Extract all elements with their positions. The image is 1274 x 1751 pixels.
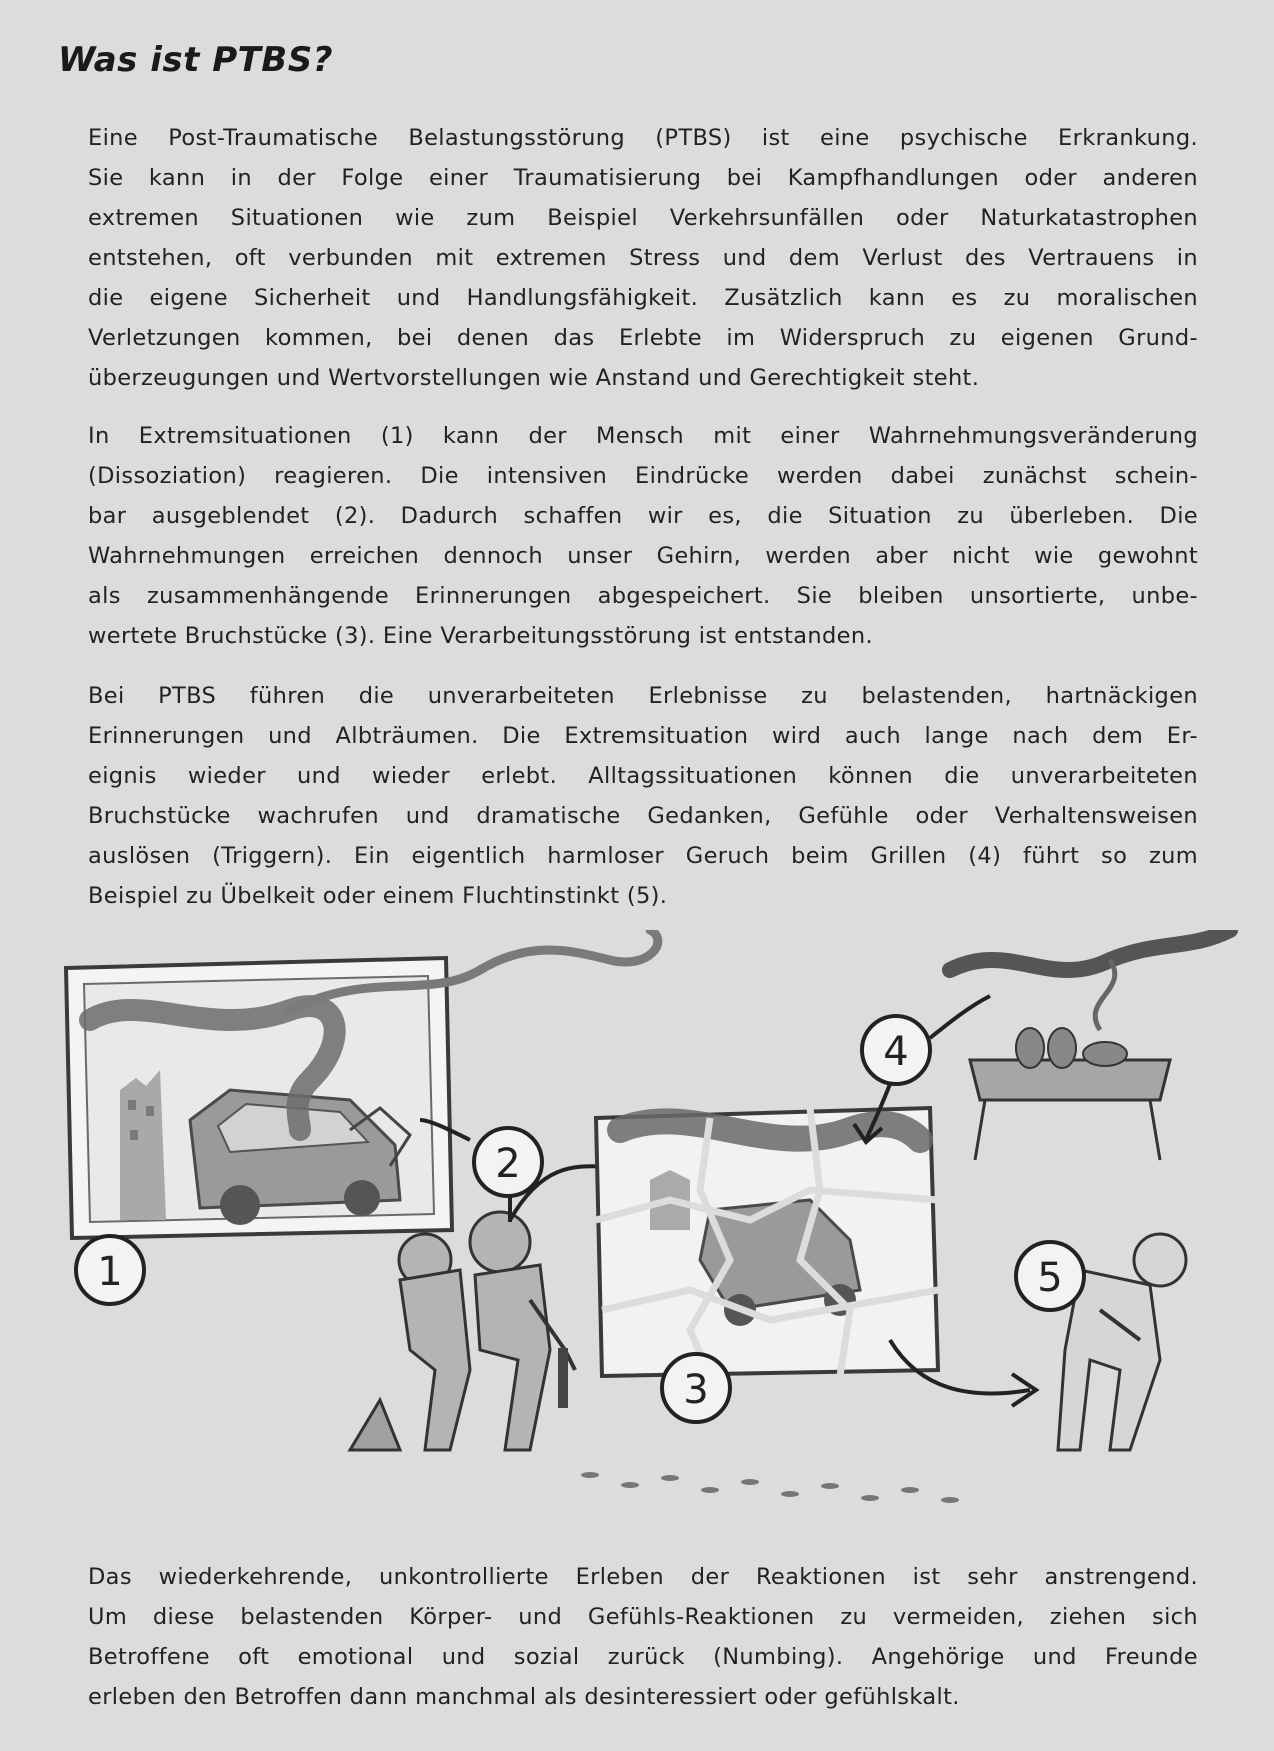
text-line: eignis wieder und wieder erlebt. Alltagssituationen können die unverarbeiteten <box>88 763 1198 789</box>
grill <box>950 930 1230 1160</box>
ptbs-illustration <box>50 930 1240 1520</box>
text-line: Beispiel zu Übelkeit oder einem Fluchtinstinkt (5). <box>88 883 668 909</box>
text-line: Um diese belastenden Körper- und Gefühls-Reaktionen zu vermeiden, ziehen sich <box>88 1604 1198 1630</box>
text-line: erleben den Betroffen dann manchmal als desinteressiert oder gefühlskalt. <box>88 1684 960 1710</box>
text-line: extremen Situationen wie zum Beispiel Verkehrsunfällen oder Naturkatastrophen <box>88 205 1198 231</box>
paragraph-ptbs-definition <box>88 118 1198 398</box>
paragraph-triggers <box>88 676 1198 916</box>
text-line: Bei PTBS führen die unverarbeiteten Erlebnisse zu belastenden, hartnäckigen <box>88 683 1198 709</box>
text-line: In Extremsituationen (1) kann der Mensch mit einer Wahrnehmungsveränderung <box>88 423 1198 449</box>
marker-1-label: 1 <box>97 1249 123 1295</box>
text-line: überzeugungen und Wertvorstellungen wie Anstand und Gerechtigkeit steht. <box>88 365 980 391</box>
marker-3 <box>662 1354 730 1422</box>
text-line: Erinnerungen und Albträumen. Die Extremsituation wird auch lange nach dem Er- <box>88 723 1198 749</box>
marker-5 <box>1016 1242 1084 1310</box>
marker-4-label: 4 <box>883 1029 909 1075</box>
footprints <box>581 1472 959 1503</box>
text-line: die eigene Sicherheit und Handlungsfähigkeit. Zusätzlich kann es zu moralischen <box>88 285 1198 311</box>
text-line: entstehen, oft verbunden mit extremen Stress und dem Verlust des Vertrauens in <box>88 245 1198 271</box>
paragraph-dissociation <box>88 416 1198 656</box>
text-line: als zusammenhängende Erinnerungen abgespeichert. Sie bleiben unsortierte, unbe- <box>88 583 1198 609</box>
scene-explosion-frame <box>66 930 658 1238</box>
text-line: (Dissoziation) reagieren. Die intensiven Eindrücke werden dabei zunächst schein- <box>88 463 1198 489</box>
scene-fragmented-memory <box>596 1108 938 1376</box>
page-title: Was ist PTBS? <box>58 40 333 80</box>
marker-3-label: 3 <box>683 1367 709 1413</box>
marker-2-label: 2 <box>495 1141 521 1187</box>
text-line: Das wiederkehrende, unkontrollierte Erleben der Reaktionen ist sehr anstrengend. <box>88 1564 1198 1590</box>
text-line: Betroffene oft emotional und sozial zurück (Numbing). Angehörige und Freunde <box>88 1644 1198 1670</box>
text-line: Bruchstücke wachrufen und dramatische Gedanken, Gefühle oder Verhaltensweisen <box>88 803 1198 829</box>
marker-1 <box>76 1236 144 1304</box>
paragraph-numbing <box>88 1557 1198 1717</box>
text-line: wertete Bruchstücke (3). Eine Verarbeitungsstörung ist entstanden. <box>88 623 873 649</box>
text-line: auslösen (Triggern). Ein eigentlich harmloser Geruch beim Grillen (4) führt so zum <box>88 843 1198 869</box>
text-line: bar ausgeblendet (2). Dadurch schaffen wir es, die Situation zu überleben. Die <box>88 503 1198 529</box>
soldiers-figure <box>350 1212 575 1450</box>
marker-5-label: 5 <box>1037 1255 1063 1301</box>
text-line: Verletzungen kommen, bei denen das Erlebte im Widerspruch zu eigenen Grund- <box>88 325 1198 351</box>
text-line: Sie kann in der Folge einer Traumatisierung bei Kampfhandlungen oder anderen <box>88 165 1198 191</box>
text-line: Eine Post-Traumatische Belastungsstörung (PTBS) ist eine psychische Erkrankung. <box>88 125 1198 151</box>
text-line: Wahrnehmungen erreichen dennoch unser Gehirn, werden aber nicht wie gewohnt <box>88 543 1198 569</box>
